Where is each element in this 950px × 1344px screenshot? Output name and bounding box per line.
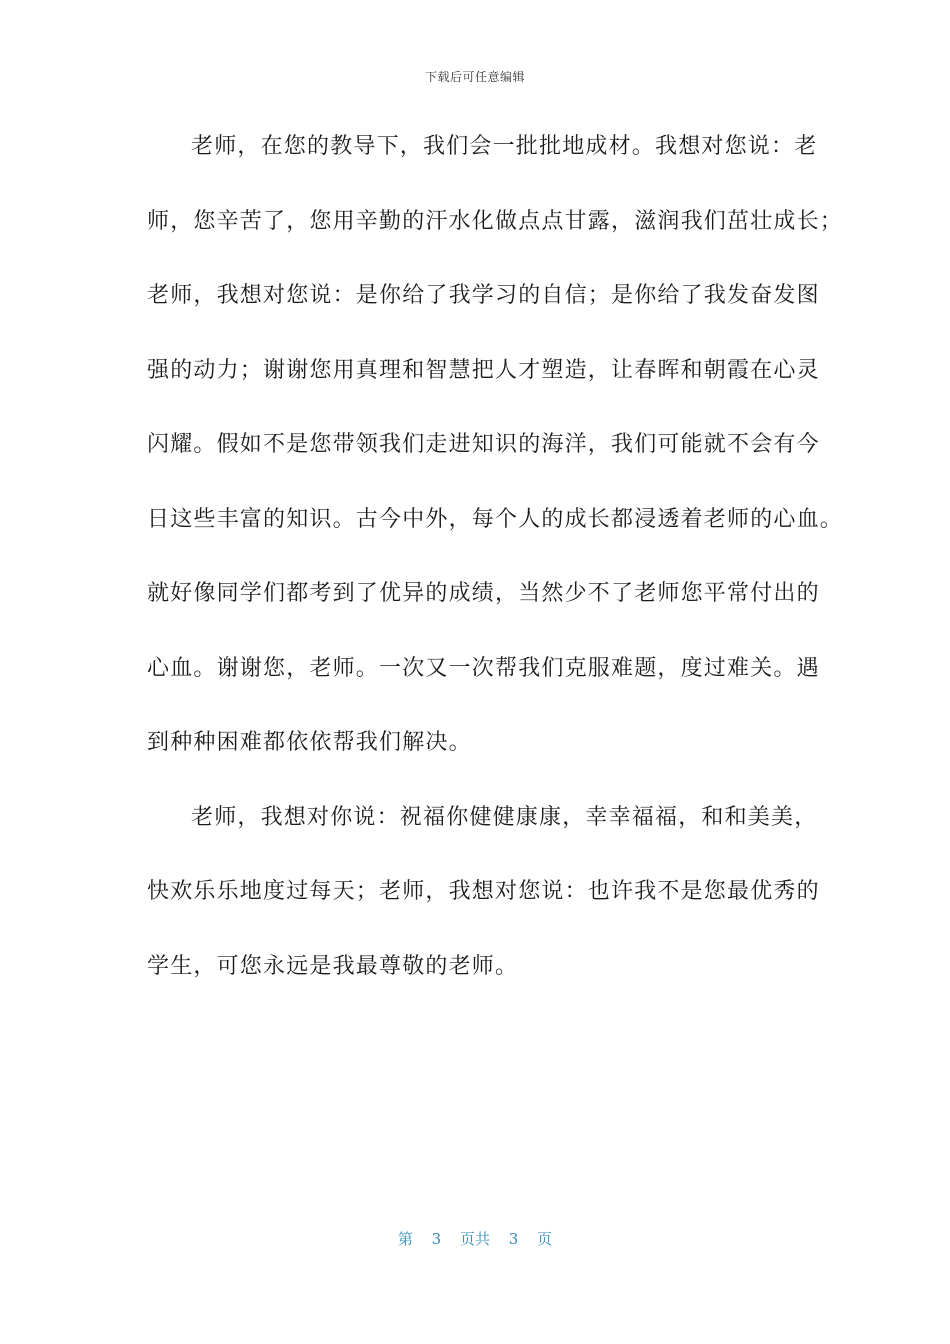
paragraph-2 [147,793,820,1017]
footer-label-end: 页 [537,1230,553,1248]
text-line: 快欢乐乐地度过每天；老师，我想对您说：也许我不是您最优秀的 [147,879,820,904]
paragraph-1 [147,122,844,793]
text-line: 老师，我想对您说：是你给了我学习的自信；是你给了我发奋发图 [147,283,820,308]
total-page-count: 3 [508,1230,519,1248]
page-header-note: 下载后可任意编辑 [424,70,525,84]
text-line: 就好像同学们都考到了优异的成绩，当然少不了老师您平常付出的 [147,581,820,606]
text-line: 闪耀。假如不是您带领我们走进知识的海洋，我们可能就不会有今 [147,432,820,457]
page-footer [0,1228,950,1249]
document-body [147,122,844,1016]
text-line: 师，您辛苦了，您用辛勤的汗水化做点点甘露，滋润我们茁壮成长； [147,208,844,234]
current-page-number: 3 [431,1230,442,1248]
text-line: 日这些丰富的知识。古今中外，每个人的成长都浸透着老师的心血。 [147,506,844,532]
text-line: 到种种困难都依依帮我们解决。 [147,730,472,755]
text-line: 老师，在您的教导下，我们会一批批地成材。我想对您说：老 [191,134,818,159]
text-line: 老师，我想对你说：祝福你健健康康，幸幸福福，和和美美， [191,804,818,830]
text-line: 强的动力；谢谢您用真理和智慧把人才塑造，让春晖和朝霞在心灵 [147,357,820,383]
footer-label-page: 第 [397,1230,413,1248]
text-line: 心血。谢谢您，老师。一次又一次帮我们克服难题，度过难关。遇 [147,655,820,681]
footer-label-total: 页共 [459,1230,490,1248]
text-line: 学生，可您永远是我最尊敬的老师。 [147,953,519,979]
